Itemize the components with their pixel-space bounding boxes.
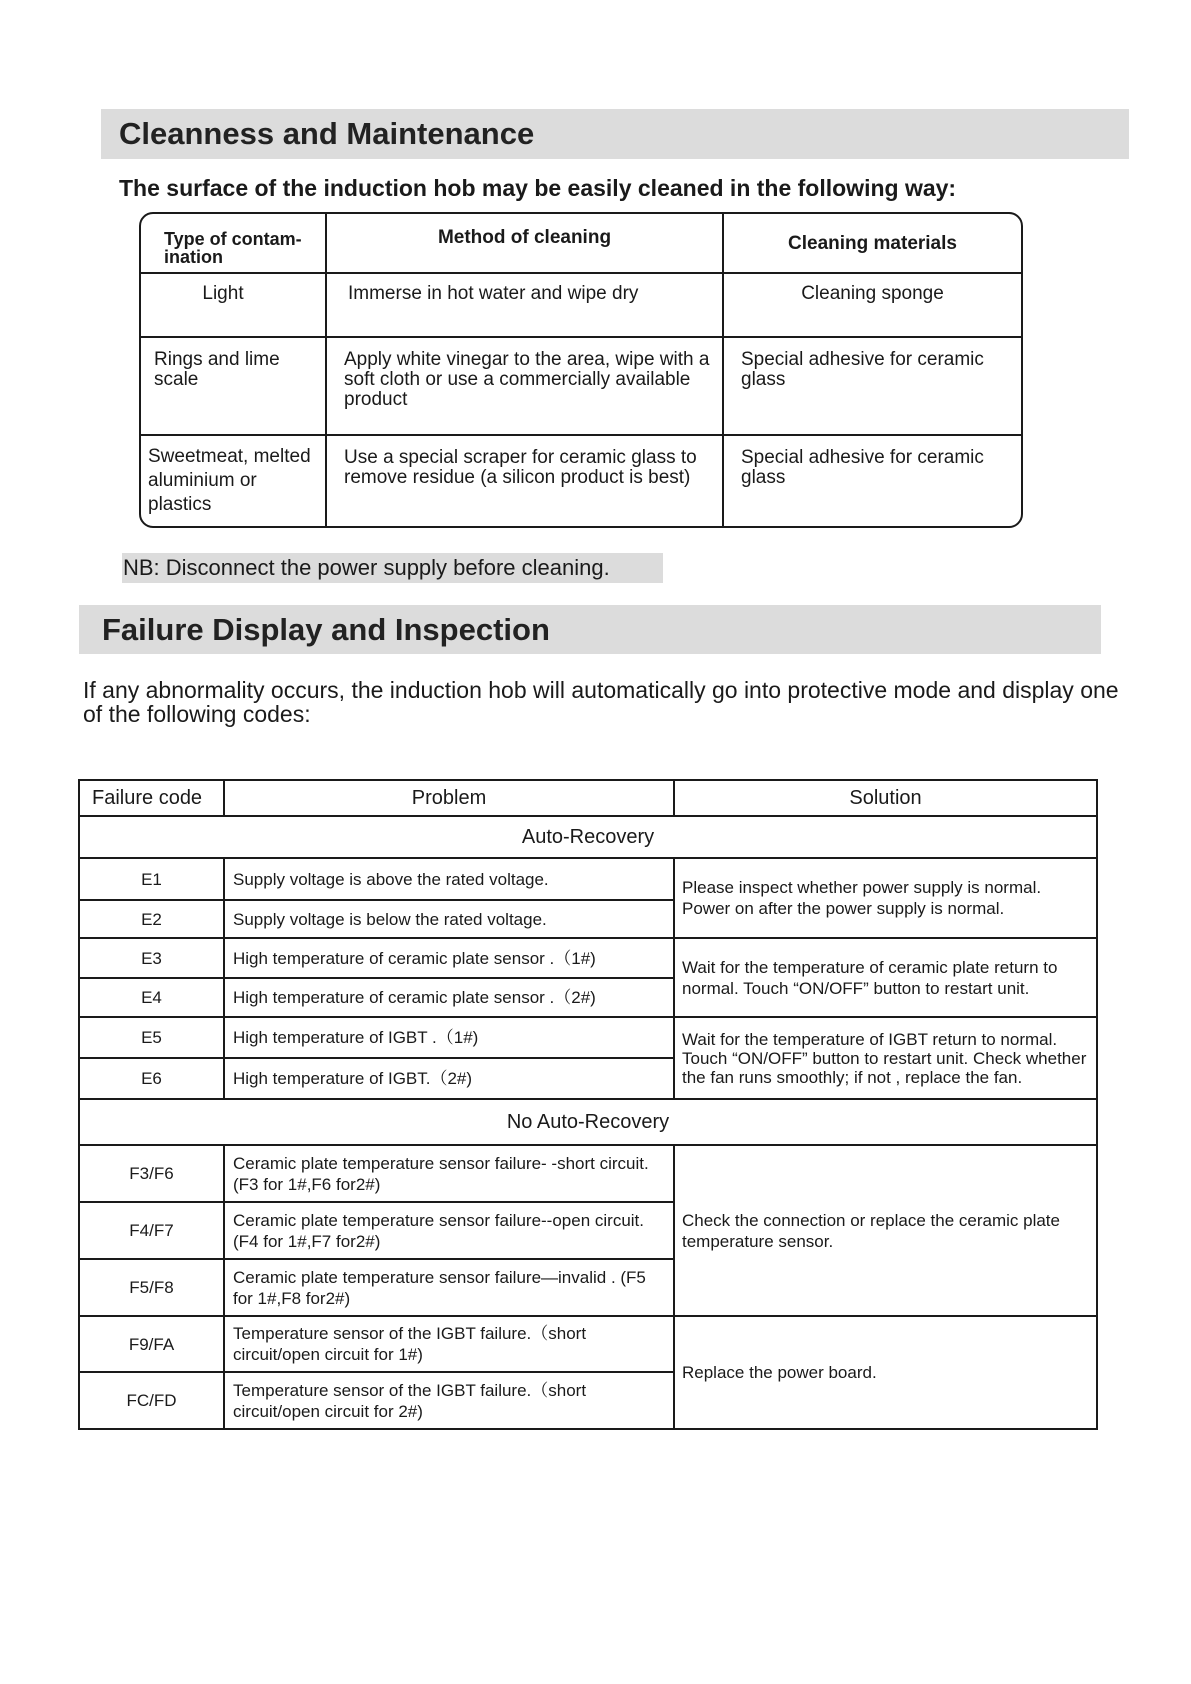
group-row-auto-recovery: [79, 816, 1097, 858]
failure-problem: Ceramic plate temperature sensor failure—invalid . (F5 for 1#,F8 for2#): [224, 1259, 674, 1316]
section-header-failure: [79, 605, 1101, 654]
cleaning-method: Use a special scraper for ceramic glass to remove residue (a silicon product is best): [326, 435, 723, 528]
failure-problem: Supply voltage is above the rated voltage.: [224, 858, 674, 900]
header-failure-code: Failure code: [79, 780, 224, 816]
group-row-no-auto-recovery: [79, 1099, 1097, 1145]
failure-solution: Replace the power board.: [674, 1316, 1097, 1429]
table-header-row: [79, 780, 1097, 816]
table-header-row: [141, 214, 1021, 273]
failure-problem: Temperature sensor of the IGBT failure.（short circuit/open circuit for 2#): [224, 1372, 674, 1429]
failure-solution: Check the connection or replace the ceramic plate temperature sensor.: [674, 1145, 1097, 1316]
cleaning-intro: The surface of the induction hob may be easily cleaned in the following way:: [119, 175, 957, 201]
failure-problem: High temperature of IGBT .（1#): [224, 1017, 674, 1058]
header-text-line: ination: [164, 247, 223, 267]
table-row: [79, 858, 1097, 900]
failure-code: E4: [79, 978, 224, 1017]
failure-intro: If any abnormality occurs, the induction hob will automatically go into protective mode and display one of the following codes:: [83, 677, 1119, 727]
failure-problem: Supply voltage is below the rated voltage.: [224, 900, 674, 938]
header-method: Method of cleaning: [326, 214, 723, 273]
failure-code: F4/F7: [79, 1202, 224, 1259]
header-text-line: Type of contam-: [164, 229, 302, 249]
failure-table: [78, 779, 1098, 1430]
cleaning-method: Immerse in hot water and wipe dry: [326, 273, 723, 337]
failure-problem: Ceramic plate temperature sensor failure--open circuit. (F4 for 1#,F7 for2#): [224, 1202, 674, 1259]
cleaning-material: Special adhesive for ceramic glass: [723, 435, 1021, 528]
failure-code: F3/F6: [79, 1145, 224, 1202]
failure-code: E3: [79, 938, 224, 978]
table-row: [79, 938, 1097, 978]
table-row: [141, 337, 1021, 435]
section-header-cleanness: [101, 109, 1129, 159]
group-label: Auto-Recovery: [79, 816, 1097, 858]
contamination-type: Rings and lime scale: [141, 337, 326, 435]
table-row: [79, 1316, 1097, 1372]
failure-problem: High temperature of IGBT.（2#): [224, 1058, 674, 1099]
failure-solution: Wait for the temperature of IGBT return to normal. Touch “ON/OFF” button to restart unit. Check whether the fan runs smoothly; if not , replace the fan.: [674, 1017, 1097, 1099]
cleaning-table: [141, 214, 1021, 528]
table-row: [141, 435, 1021, 528]
cleaning-material: Special adhesive for ceramic glass: [723, 337, 1021, 435]
cleaning-material: Cleaning sponge: [723, 273, 1021, 337]
failure-code: F9/FA: [79, 1316, 224, 1372]
failure-code: FC/FD: [79, 1372, 224, 1429]
failure-code: E2: [79, 900, 224, 938]
group-label: No Auto-Recovery: [79, 1099, 1097, 1145]
failure-code: F5/F8: [79, 1259, 224, 1316]
failure-problem: Ceramic plate temperature sensor failure- -short circuit. (F3 for 1#,F6 for2#): [224, 1145, 674, 1202]
table-row: [141, 273, 1021, 337]
cleaning-table-frame: [139, 212, 1023, 528]
header-materials: Cleaning materials: [723, 214, 1021, 273]
safety-note: NB: Disconnect the power supply before cleaning.: [122, 553, 663, 583]
table-row: [79, 1017, 1097, 1058]
failure-code: E1: [79, 858, 224, 900]
failure-problem: Temperature sensor of the IGBT failure.（short circuit/open circuit for 1#): [224, 1316, 674, 1372]
table-row: [79, 1145, 1097, 1202]
failure-code: E5: [79, 1017, 224, 1058]
failure-solution: Please inspect whether power supply is normal. Power on after the power supply is normal.: [674, 858, 1097, 938]
contamination-type: Sweetmeat, melted aluminium or plastics: [141, 435, 326, 528]
header-problem: Problem: [224, 780, 674, 816]
cleaning-method: Apply white vinegar to the area, wipe with a soft cloth or use a commercially available product: [326, 337, 723, 435]
failure-problem: High temperature of ceramic plate sensor .（2#): [224, 978, 674, 1017]
failure-problem: High temperature of ceramic plate sensor .（1#): [224, 938, 674, 978]
header-solution: Solution: [674, 780, 1097, 816]
header-contamination-type: [141, 214, 326, 273]
contamination-type: Light: [141, 273, 326, 337]
failure-solution: Wait for the temperature of ceramic plate return to normal. Touch “ON/OFF” button to restart unit.: [674, 938, 1097, 1017]
failure-code: E6: [79, 1058, 224, 1099]
section-title: Failure Display and Inspection: [102, 612, 550, 647]
section-title: Cleanness and Maintenance: [119, 116, 535, 151]
